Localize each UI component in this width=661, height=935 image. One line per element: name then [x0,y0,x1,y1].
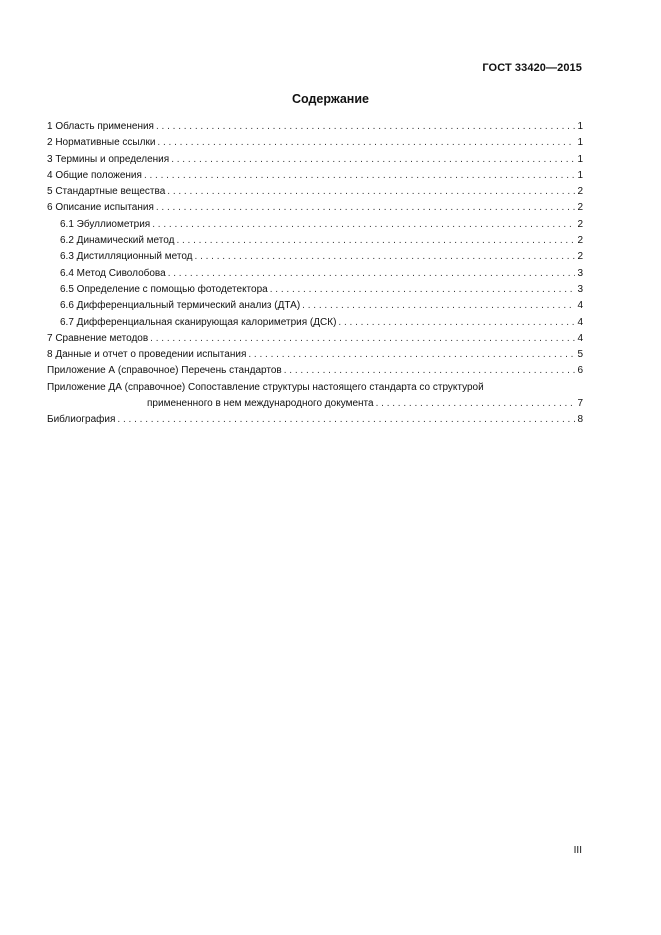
toc-entry-title: Приложение ДА (справочное) Сопоставление структуры настоящего стандарта со структурой [47,381,484,393]
toc-entry-page: 8 [577,414,583,426]
dot-leader [168,266,576,282]
toc-entry-page: 4 [577,332,583,344]
dot-leader [376,396,576,412]
toc-entry[interactable] [47,200,583,216]
toc-entry-title: 1 Область применения [47,121,154,132]
toc-entry[interactable] [47,168,583,184]
dot-leader [270,282,576,298]
toc-subentry[interactable] [47,298,583,314]
toc-entry-title: 4 Общие положения [47,169,142,181]
toc-entry-page: 4 [577,316,583,328]
dot-leader [338,315,575,331]
dot-leader [144,168,576,184]
toc-subentry[interactable] [47,315,583,331]
toc-entry[interactable] [47,331,583,347]
toc-subentry[interactable] [47,266,583,282]
dot-leader [150,331,575,347]
toc-entry-title: 7 Сравнение методов [47,332,149,344]
toc-entry-title: Приложение А (справочное) Перечень стандартов [47,365,282,377]
toc-entry-title: 6.5 Определение с помощью фотодетектора [60,283,268,295]
dot-leader [195,249,576,265]
dot-leader [156,200,576,216]
toc-entry-page: 2 [577,202,583,214]
dot-leader [117,412,575,428]
toc-entry-page: 2 [577,218,583,230]
toc-title: Содержание [291,92,369,106]
toc-entry-page: 2 [577,251,583,263]
toc-entry[interactable] [47,412,583,428]
dot-leader [167,184,575,200]
toc-subentry[interactable] [47,282,583,298]
toc-entry-page: 6 [577,365,583,377]
toc-subentry[interactable] [47,217,583,233]
toc-entry-title: 2 Нормативные ссылки [47,137,156,149]
toc-entry[interactable] [47,363,583,379]
dot-leader [152,217,575,233]
toc-entry[interactable] [47,135,583,151]
toc-entry-page: 5 [577,349,583,361]
toc-entry-title: 6.2 Динамический метод [60,235,175,247]
toc-entry-page: 2 [577,235,583,247]
toc-subentry[interactable] [47,249,583,265]
toc-entry-page: 1 [577,137,583,149]
toc-entry[interactable] [47,119,583,135]
toc-entry-page: 3 [577,267,583,279]
toc-entry-title: 6.3 Дистилляционный метод [60,251,193,263]
toc-entry[interactable] [47,184,583,200]
dot-leader [157,135,575,151]
toc-entry-multiline[interactable] [47,380,583,396]
page-number: III [573,845,582,856]
toc-entry-page: 1 [577,121,583,132]
toc-entry[interactable] [47,347,583,363]
dot-leader [156,119,575,135]
toc-entry-page: 4 [577,300,583,312]
toc-entry-title: 6.4 Метод Сиволобова [60,267,166,279]
toc-entry-title: 6.1 Эбуллиометрия [60,218,151,230]
toc-entry-title: Библиография [47,414,116,426]
toc-entry-page: 7 [577,398,583,410]
toc-entry-page: 2 [577,186,583,198]
toc-entry-title: 8 Данные и отчет о проведении испытания [47,349,247,361]
dot-leader [284,363,576,379]
document-code: ГОСТ 33420—2015 [482,62,582,74]
toc-entry-title-continuation: примененного в нем международного документа [147,398,374,410]
dot-leader [302,298,575,314]
toc-entry[interactable] [47,152,583,168]
toc-entry-continuation[interactable] [47,396,583,412]
toc-entry-page: 3 [577,283,583,295]
toc-entry-title: 6.6 Дифференциальный термический анализ (ДТА) [60,300,301,312]
toc-entry-title: 6 Описание испытания [47,202,154,214]
toc-entry-page: 1 [577,153,583,165]
dot-leader [171,152,575,168]
table-of-contents [47,119,583,429]
toc-entry-title: 5 Стандартные вещества [47,186,166,198]
toc-entry-title: 3 Термины и определения [47,153,170,165]
dot-leader [176,233,575,249]
dot-leader [248,347,575,363]
toc-subentry[interactable] [47,233,583,249]
toc-entry-page: 1 [577,169,583,181]
toc-entry-title: 6.7 Дифференциальная сканирующая калориметрия (ДСК) [60,316,337,328]
